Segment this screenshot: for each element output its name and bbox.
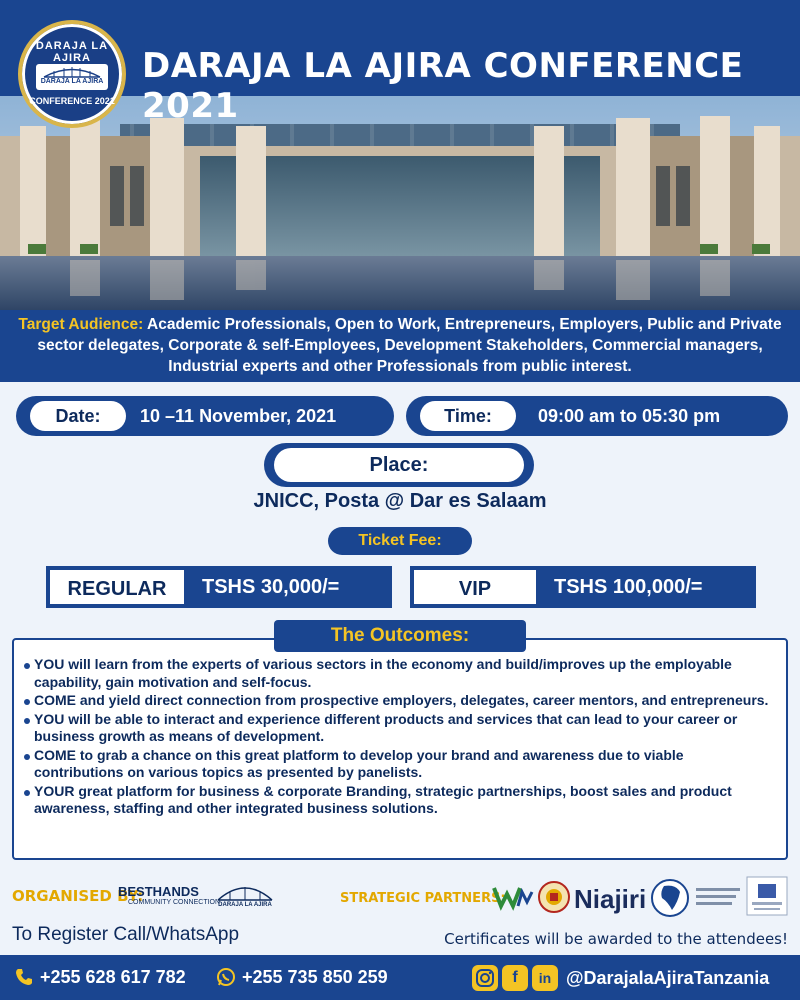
instagram-link[interactable]: [472, 965, 498, 991]
bridge-icon: [216, 882, 274, 902]
daraja-small-logo: [216, 882, 274, 912]
africa-student-platform-logo: [650, 878, 694, 918]
whatsapp-icon: [216, 967, 236, 987]
besthands-logo: [118, 884, 220, 906]
time-value: 09:00 am to 05:30 pm: [538, 406, 721, 426]
phone-whatsapp[interactable]: [216, 965, 388, 989]
phone-call[interactable]: [14, 965, 186, 989]
outcome-item: YOUR great platform for business & corporate Branding, strategic partnerships, boost sales and product awareness, staffing and other integrated business solutions.: [24, 783, 776, 818]
regular-price: TSHS 30,000/=: [202, 576, 340, 598]
target-audience-label: Target Audience:: [18, 316, 144, 333]
african-university-platform-logo: [696, 884, 740, 910]
target-audience: [0, 310, 800, 382]
besthands-tagline: COMMUNITY CONNECTION: [128, 899, 221, 906]
place-pill: [264, 443, 534, 487]
time-pill: [406, 396, 788, 436]
university-seal-logo: [538, 880, 570, 914]
logo-top-text: DARAJA LA AJIRA: [35, 40, 109, 64]
logo-center-text: DARAJA LA AJIRA: [40, 78, 104, 85]
footer-bar: [0, 955, 800, 1000]
phone-number-2: +255 735 850 259: [242, 967, 388, 987]
venue-text: JNICC, Posta @ Dar es Salaam: [253, 490, 547, 512]
outcome-item: YOU will learn from the experts of various sectors in the economy and build/improves up the employable capability, gain motivation and self-focus.: [24, 656, 776, 691]
certificates-text: Certificates will be awarded to the attendees!: [444, 930, 788, 948]
logo-bottom-text: CONFERENCE 2021: [29, 96, 115, 106]
time-label: Time:: [420, 401, 516, 431]
venue-photo: [0, 96, 800, 310]
register-text: To Register Call/WhatsApp: [12, 924, 240, 945]
facebook-link[interactable]: [502, 965, 528, 991]
target-audience-text: Academic Professionals, Open to Work, Entrepreneurs, Employers, Public and Private sector delegates, Corporate & self-Employees, Development Stakeholders, Commercial managers, Industrial experts and other Professionals from public interest.: [37, 316, 782, 375]
date-value: 10 –11 November, 2021: [140, 406, 337, 426]
outcomes-list: [24, 656, 776, 818]
vip-label: VIP: [412, 568, 538, 606]
social-handle: @DarajalaAjiraTanzania: [566, 968, 770, 988]
wm-partner-logo: [492, 884, 534, 912]
organised-by-label: ORGANISED BY:: [12, 887, 144, 905]
date-pill: [16, 396, 394, 436]
besthands-name: BESTHANDS: [118, 884, 199, 899]
niajiri-logo: Niajiri: [574, 884, 647, 914]
outcomes-box: [12, 638, 788, 860]
outcomes-title: The Outcomes:: [274, 620, 526, 652]
instagram-icon: [472, 965, 498, 991]
bridge-icon: [42, 66, 102, 78]
daraja-small-text: DARAJA LA AJIRA: [218, 902, 272, 908]
linkedin-link[interactable]: [532, 965, 558, 991]
conference-logo: [18, 20, 126, 128]
outcome-item: YOU will be able to interact and experience different products and services that can lead to your career or business growth as means of development.: [24, 711, 776, 746]
phone-number-1: +255 628 617 782: [40, 967, 186, 987]
page-title: DARAJA LA AJIRA CONFERENCE 2021: [142, 46, 744, 126]
strategic-partners-label: STRATEGIC PARTNERS:: [340, 891, 506, 906]
regular-label: REGULAR: [48, 568, 186, 606]
youth-empowerment-logo: [746, 876, 788, 916]
facebook-icon: f: [512, 969, 518, 986]
outcome-item: COME to grab a chance on this great platform to develop your brand and awareness due to viable contributions on various topics as presented by panelists.: [24, 747, 776, 782]
linkedin-icon: in: [538, 970, 552, 986]
regular-ticket: [46, 566, 392, 608]
vip-price: TSHS 100,000/=: [554, 576, 703, 598]
outcome-item: COME and yield direct connection from prospective employers, delegates, career mentors, and entrepreneurs.: [24, 692, 776, 710]
date-label: Date:: [30, 401, 126, 431]
header-banner: [0, 0, 800, 310]
ticket-fee-label: Ticket Fee:: [328, 527, 472, 555]
vip-ticket: [410, 566, 756, 608]
phone-icon: [14, 967, 34, 987]
place-label: Place:: [274, 448, 524, 482]
